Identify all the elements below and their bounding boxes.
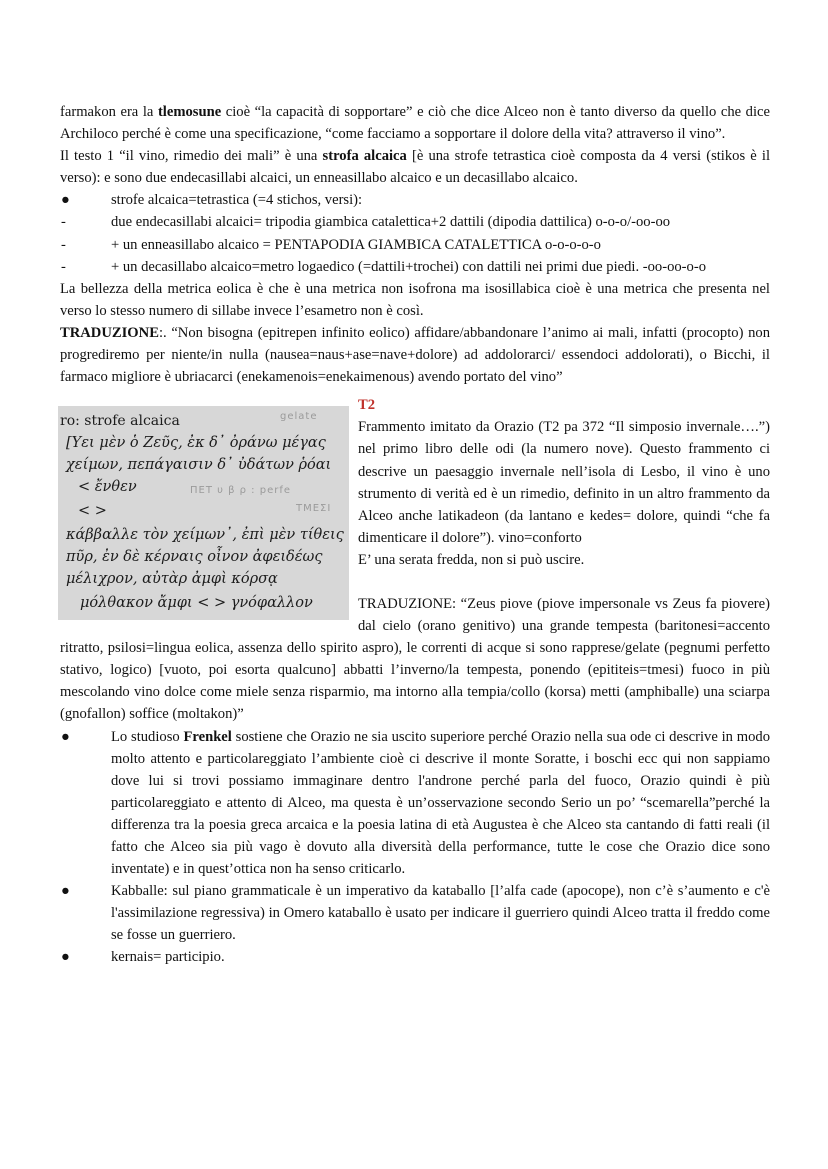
greek-line: χείμων, πεπάγαισιν δ᾽ ὐδάτων ῥόαι bbox=[66, 457, 332, 474]
bullet-item: ● Lo studioso Frenkel sostiene che Orazio ne sia uscito superiore perché Orazio nella sua ode ci descrive in modo molto attento e particolareggiato l’ambiente cioè ci descrive il monte Soratte, i boschi ecc qui non sappiamo dove lui si trovi possiamo immaginare dentro l'androne perché parla del fuoco, Orazio quindi è più particolareggiato e attento di Alceo, ma questa è un’osservazione secondo Serio un po’ “scemarella”perché la differenza tra la poesia greca arcaica e la poesia latina di età Augustea è che Alceo sta cantando di fatti reali (il fatto che Alceo sia più vago è dovuto alla diversità della performance, tutte le cose che Orazio dice sono inventate) e in quest’ottica non ha senso criticarlo. bbox=[60, 726, 770, 881]
greek-line: κάββαλλε τὸν χείμων᾽, ἐπὶ μὲν τίθεις bbox=[66, 527, 344, 544]
bullet-icon: ● bbox=[61, 728, 70, 745]
greek-line: [Υει μὲν ὁ Ζεῦς, ἐκ δ᾽ ὀράνω μέγας bbox=[66, 435, 326, 452]
pencil-note: ΤΜΕΣΙ bbox=[296, 503, 332, 515]
section-label-t2: T2 bbox=[358, 397, 376, 414]
dash-icon: - bbox=[61, 258, 66, 275]
greek-line: μέλιχρον, αὐτὰρ ἀμφὶ κόρσᾳ bbox=[66, 571, 278, 588]
t2-section bbox=[60, 394, 770, 725]
greek-line: < > bbox=[78, 503, 107, 520]
dash-item: - due endecasillabi alcaici= tripodia giambica catalettica+2 dattili (dipodia dattilica) o-o-o/-oo-oo bbox=[60, 211, 770, 233]
greek-line: πῦρ, ἐν δὲ κέρναις οἶνον ἀφειδέως bbox=[66, 549, 323, 566]
paragraph-t2-intro: Frammento imitato da Orazio (T2 pa 372 “Il simposio invernale….”) nel primo libro delle odi (la numero nove). Questo frammento ci descrive un paesaggio invernale nell’isola di Lesbo, il vino è uno strumento di verità ed è un rimedio, definito in un altro frammento da Alceo anche latikadeon (da lantano e kedes= dolore, quindi “che fa dimenticare il dolore”). vino=conforto bbox=[358, 419, 770, 546]
term-frenkel: Frenkel bbox=[183, 728, 232, 745]
bullet-icon: ● bbox=[61, 949, 70, 966]
bullet-item: ● kernais= participio. bbox=[60, 946, 770, 968]
bullet-icon: ● bbox=[61, 883, 70, 900]
dash-icon: - bbox=[61, 236, 66, 253]
dash-icon: - bbox=[61, 214, 66, 231]
paragraph-metrica: La bellezza della metrica eolica è che è una metrica non isofrona ma isosillabica cioè è una metrica che presenta nel verso lo stesso numero di sillabe invece l’esametro non è così. bbox=[60, 280, 770, 319]
greek-line: < ἔνθεν bbox=[78, 479, 137, 496]
pencil-note: ΠΕΤ υ β ρ : perfe bbox=[190, 485, 292, 497]
dash-item: - + un enneasillabo alcaico = PENTAPODIA GIAMBICA CATALETTICA o-o-o-o-o bbox=[60, 234, 770, 256]
greek-text-photo bbox=[58, 406, 349, 620]
term-tlemosune: tlemosune bbox=[157, 104, 222, 120]
paragraph-2: Il testo 1 “il vino, rimedio dei mali” è una strofa alcaica [è una strofe tetrastica cioè composta da 4 versi (stikos è il verso): e sono due endecasillabi alcaici, un enneasillabo alcaico e un decasillabo alcaico. bbox=[60, 148, 770, 187]
greek-text-photo-frame bbox=[58, 394, 348, 626]
paragraph-t2-serata: E’ una serata fredda, non si può uscire. bbox=[358, 551, 585, 568]
paragraph-t2-traduzione: TRADUZIONE: “Zeus piove (piove impersonale vs Zeus fa piovere) dal cielo (orano genitivo) una grande tempesta (baritonesi=accento ritratto, psilosi=lingua eolica, assenza dello spirito aspro), le correnti di acque si sono rapprese/gelate (pegnumi perfetto stativo, logico) [vuoto, poi esorta qualcuno] abbatti l’inverno/la tempesta, ponendo (epititeis=tmesi) fuoco in più mescolando vino dolce come miele senza risparmio, ma intorno alla tempia/collo (korsa) metti (amphiballe) una sciarpa (gnofallon) soffice (moltakon)” bbox=[60, 595, 770, 723]
bullet-icon: ● bbox=[61, 192, 70, 209]
paragraph-1: farmakon era la tlemosune cioè “la capacità di sopportare” e ciò che dice Alceo non è tanto diverso da quello che dice Archiloco perché è come una specificazione, “come facciamo a sopportare il dolore della vita? attraverso il vino”. bbox=[60, 104, 770, 143]
bullet-item: ● Kabballe: sul piano grammaticale è un imperativo da kataballo [l’alfa cade (apocope), non c’è s’aumento e c'è l'assimilazione regressiva) in Omero kataballo è usato per indicare il guerriero quindi Alceo tratta il freddo come se fosse un guerriero. bbox=[60, 880, 770, 946]
document-page bbox=[60, 101, 770, 969]
photo-caption: ro: strofe alcaica bbox=[60, 413, 180, 430]
paragraph-traduzione-1: TRADUZIONE:. “Non bisogna (epitrepen infinito eolico) affidare/abbandonare l’animo ai mali, infatti (procopto) non progrediremo per niente/in nulla (nausea=naus+ase=nave+dolore) ad addolorarci/ essendoci addolorati), o Bicchi, il farmaco migliore è ubriacarci (enekamenois=enekaimenous) avendo portato del vino” bbox=[60, 324, 770, 386]
greek-line: μόλθακον ἄμφι < > γνόφαλλον bbox=[80, 595, 313, 612]
term-strofa-alcaica: strofa alcaica bbox=[322, 148, 407, 165]
bullet-item: ● strofe alcaica=tetrastica (=4 stichos, versi): bbox=[60, 189, 770, 211]
dash-item: - + un decasillabo alcaico=metro logaedico (=dattili+trochei) con dattili nei primi due piedi. -oo-oo-o-o bbox=[60, 256, 770, 278]
pencil-note: gelate bbox=[280, 411, 318, 423]
